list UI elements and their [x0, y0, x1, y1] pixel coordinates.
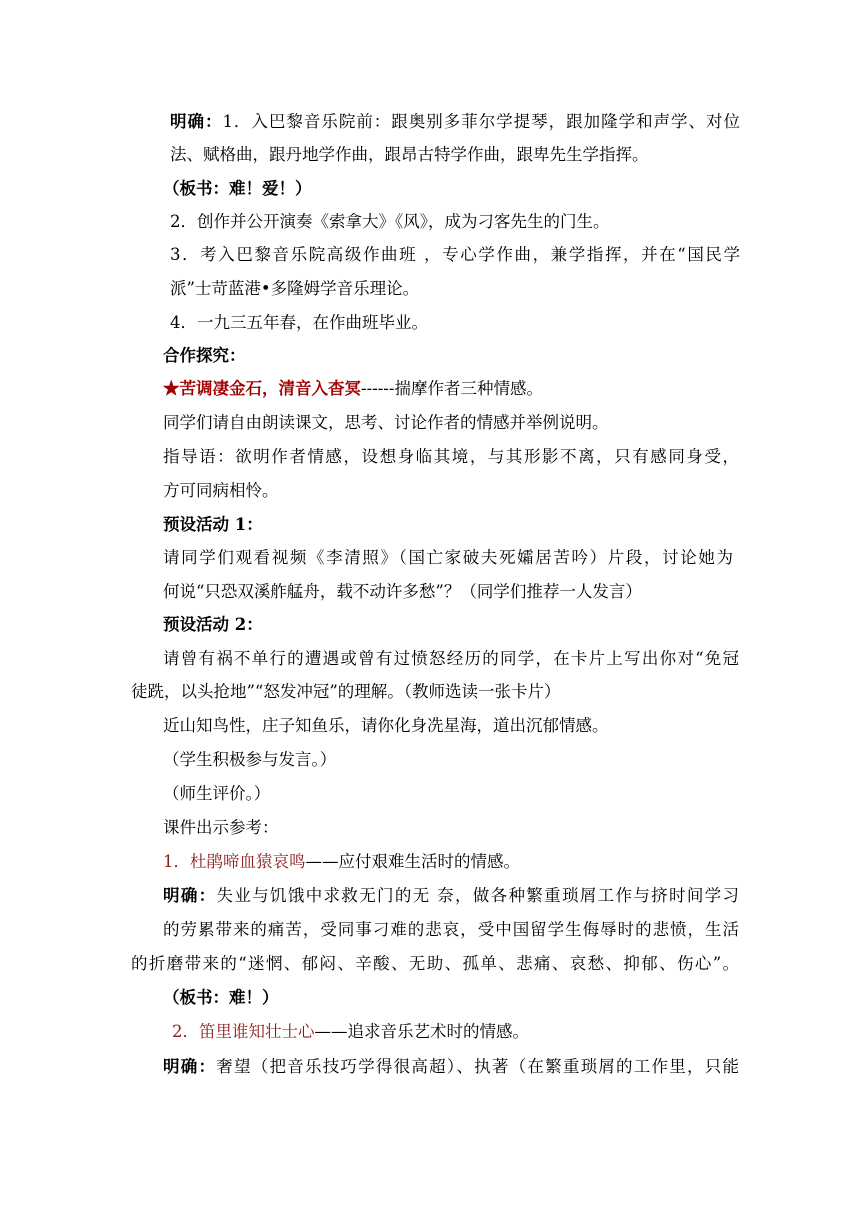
- guide-line-1: 指导语：欲明作者情感，设想身临其境，与其形影不离，只有感同身受，: [163, 447, 739, 466]
- board-note-2: （板书：难！）: [163, 988, 279, 1007]
- item-3-line-2: 派”士苛蓝港•多隆姆学音乐理论。: [170, 279, 420, 298]
- emotion-1-detail-line-1: [163, 885, 739, 907]
- label-mingque: 明确：: [163, 886, 217, 905]
- activity-2-line-1: 请曾有祸不单行的遭遇或曾有过愤怒经历的同学，在卡片上写出你对“免冠: [163, 649, 739, 668]
- activity-1-line-1: 请同学们观看视频《李清照》（国亡家破夫死孀居苦吟）片段，讨论她为: [163, 548, 733, 567]
- theme-desc: ------揣摩作者三种情感。: [361, 379, 543, 398]
- emotion-1-detail-line-2: 的劳累带来的痛苦，受同事刁难的悲哀，受中国留学生侮辱时的悲愤，生活: [163, 920, 739, 939]
- activity-2-line-2: 徒跣，以头抢地”“怒发冲冠”的理解。（教师选读一张卡片）: [131, 682, 561, 701]
- item-2: 2．创作并公开演奏《索拿大》《风》，成为刁客先生的门生。: [170, 212, 610, 231]
- emotion-2-title: 2．笛里谁知壮士心: [172, 1022, 315, 1041]
- text: 1．入巴黎音乐院前：跟奥别多菲尔学提琴，跟加隆学和声学、对位: [222, 112, 740, 131]
- guide-line-2: 方可同病相怜。: [163, 481, 279, 500]
- courseware-label: 课件出示参考：: [163, 818, 279, 837]
- label-mingque: 明确：: [170, 112, 223, 131]
- board-note-1: （板书：难！爱！）: [163, 179, 312, 198]
- para-1-line-1: [170, 111, 740, 133]
- teacher-note: （师生评价。）: [163, 784, 271, 803]
- item-3-line-1: 3．考入巴黎音乐院高级作曲班 ，专心学作曲，兼学指挥，并在“国民学: [170, 245, 740, 264]
- emotion-1-detail-line-3: 的折磨带来的“迷惘、郁闷、辛酸、无助、孤单、悲痛、哀愁、抑郁、伤心”。: [131, 954, 739, 973]
- prompt-line: 近山知鸟性，庄子知鱼乐，请你化身冼星海，道出沉郁情感。: [163, 716, 609, 735]
- text: 失业与饥饿中求救无门的无 奈，做各种繁重琐屑工作与挤时间学习: [216, 886, 740, 905]
- activity-1-line-2: 何说“只恐双溪舴艋舟，载不动许多愁”？（同学们推荐一人发言）: [163, 582, 642, 601]
- section-heading: 合作探究：: [163, 346, 246, 365]
- emotion-1-line: [163, 851, 520, 873]
- item-4: 4．一九三五年春，在作曲班毕业。: [170, 313, 428, 332]
- emotion-1-title: 1．杜鹃啼血猿哀鸣: [163, 852, 306, 871]
- para-1-line-2: 法、赋格曲，跟丹地学作曲，跟昂古特学作曲，跟卑先生学指挥。: [170, 145, 649, 164]
- theme-line: [163, 378, 543, 400]
- emotion-1-desc: ——应付艰难生活时的情感。: [305, 852, 520, 871]
- label-mingque: 明确：: [163, 1057, 217, 1076]
- activity-1-heading: 预设活动 1：: [163, 515, 263, 534]
- emotion-2-line: [172, 1021, 529, 1043]
- activity-2-heading: 预设活动 2：: [163, 615, 263, 634]
- instruction: 同学们请自由朗读课文，思考、讨论作者的情感并举例说明。: [163, 413, 609, 432]
- theme-title: ★苦调凄金石，清音入杳冥: [163, 379, 361, 398]
- text: 奢望（把音乐技巧学得很高超）、执著（在繁重琐屑的工作里，只能: [216, 1057, 740, 1076]
- student-note: （学生积极参与发言。）: [163, 750, 337, 769]
- emotion-2-desc: ——追求音乐艺术时的情感。: [314, 1022, 529, 1041]
- emotion-2-detail-line-1: [163, 1056, 739, 1078]
